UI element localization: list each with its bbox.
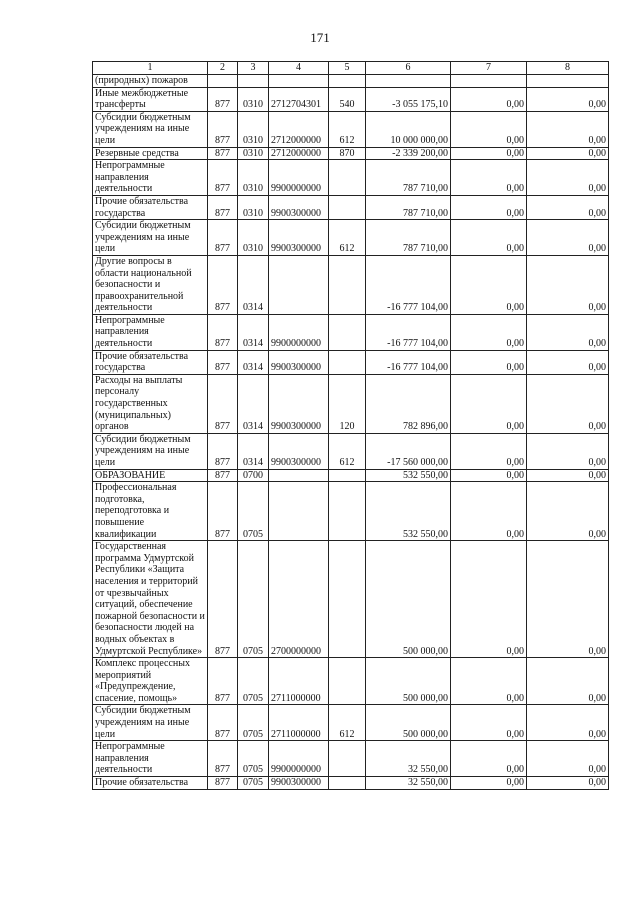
amount-2024: 500 000,00 [366, 541, 451, 658]
table-row [93, 350, 609, 374]
target-article-code [269, 255, 329, 314]
section-code: 0314 [238, 255, 269, 314]
target-article-code [269, 482, 329, 541]
admin-code: 877 [208, 658, 238, 705]
page-number: 171 [310, 30, 330, 45]
amount-2026: 0,00 [527, 147, 609, 160]
amount-2025: 0,00 [451, 87, 527, 111]
amount-2024: 32 550,00 [366, 741, 451, 777]
column-header: 1 [93, 62, 208, 75]
section-code: 0705 [238, 777, 269, 790]
target-article-code: 2712000000 [269, 111, 329, 147]
amount-2025: 0,00 [451, 195, 527, 219]
target-article-code: 9900000000 [269, 314, 329, 350]
target-article-code: 9900300000 [269, 374, 329, 433]
amount-2026: 0,00 [527, 469, 609, 482]
amount-2024: -16 777 104,00 [366, 350, 451, 374]
table-row [93, 741, 609, 777]
table-row [93, 705, 609, 741]
admin-code: 877 [208, 350, 238, 374]
amount-2025: 0,00 [451, 705, 527, 741]
row-label: Субсидии бюджетным учреждениям на иные цели [93, 433, 208, 469]
expense-type-code [329, 195, 366, 219]
row-label: Иные межбюджетные трансферты [93, 87, 208, 111]
section-code: 0705 [238, 482, 269, 541]
amount-2025: 0,00 [451, 160, 527, 196]
table-row [93, 75, 609, 88]
amount-2024: 782 896,00 [366, 374, 451, 433]
section-code: 0310 [238, 147, 269, 160]
admin-code: 877 [208, 741, 238, 777]
amount-2026: 0,00 [527, 374, 609, 433]
amount-2026: 0,00 [527, 220, 609, 256]
target-article-code: 2700000000 [269, 541, 329, 658]
expense-type-code [329, 741, 366, 777]
table-row [93, 111, 609, 147]
expense-type-code [329, 350, 366, 374]
amount-2024: -16 777 104,00 [366, 314, 451, 350]
amount-2025: 0,00 [451, 482, 527, 541]
row-label: Государственная программа Удмуртской Республики «Защита населения и территорий от чрезвычайных ситуаций, обеспечение пожарной безопасности и безопасности людей на водных объектах в Удмуртской Республике» [93, 541, 208, 658]
section-code: 0310 [238, 195, 269, 219]
amount-2025: 0,00 [451, 541, 527, 658]
amount-2024: 500 000,00 [366, 658, 451, 705]
row-label: Субсидии бюджетным учреждениям на иные цели [93, 705, 208, 741]
amount-2025: 0,00 [451, 777, 527, 790]
section-code: 0314 [238, 433, 269, 469]
amount-2024: -2 339 200,00 [366, 147, 451, 160]
section-code: 0700 [238, 469, 269, 482]
amount-2025: 0,00 [451, 741, 527, 777]
admin-code: 877 [208, 87, 238, 111]
amount-2026: 0,00 [527, 741, 609, 777]
amount-2026: 0,00 [527, 433, 609, 469]
table-row [93, 160, 609, 196]
section-code: 0314 [238, 374, 269, 433]
row-label: Прочие обязательства государства [93, 195, 208, 219]
amount-2026: 0,00 [527, 314, 609, 350]
table-row [93, 220, 609, 256]
amount-2025: 0,00 [451, 220, 527, 256]
amount-2025: 0,00 [451, 350, 527, 374]
amount-2026: 0,00 [527, 482, 609, 541]
table-row [93, 374, 609, 433]
expense-type-code [329, 160, 366, 196]
table-row [93, 314, 609, 350]
amount-2024: 787 710,00 [366, 220, 451, 256]
column-header: 8 [527, 62, 609, 75]
expense-type-code [329, 255, 366, 314]
expense-type-code: 612 [329, 111, 366, 147]
expense-type-code: 612 [329, 705, 366, 741]
amount-2024: 500 000,00 [366, 705, 451, 741]
target-article-code: 9900300000 [269, 350, 329, 374]
expense-type-code [329, 75, 366, 88]
target-article-code: 9900000000 [269, 160, 329, 196]
expense-type-code [329, 314, 366, 350]
section-code: 0314 [238, 350, 269, 374]
section-code: 0310 [238, 160, 269, 196]
section-code: 0705 [238, 658, 269, 705]
amount-2025: 0,00 [451, 255, 527, 314]
row-label: Непрограммные направления деятельности [93, 741, 208, 777]
target-article-code: 2712704301 [269, 87, 329, 111]
amount-2024: -17 560 000,00 [366, 433, 451, 469]
table-row [93, 541, 609, 658]
amount-2026: 0,00 [527, 705, 609, 741]
row-label: Субсидии бюджетным учреждениям на иные цели [93, 220, 208, 256]
amount-2025: 0,00 [451, 314, 527, 350]
target-article-code: 9900300000 [269, 195, 329, 219]
target-article-code: 2711000000 [269, 658, 329, 705]
section-code: 0314 [238, 314, 269, 350]
section-code [238, 75, 269, 88]
amount-2026: 0,00 [527, 87, 609, 111]
amount-2024 [366, 75, 451, 88]
expense-type-code: 612 [329, 433, 366, 469]
admin-code: 877 [208, 160, 238, 196]
expense-type-code [329, 777, 366, 790]
amount-2026: 0,00 [527, 777, 609, 790]
row-label: Расходы на выплаты персоналу государственных (муниципальных) органов [93, 374, 208, 433]
budget-table [92, 61, 609, 790]
amount-2026: 0,00 [527, 350, 609, 374]
target-article-code: 2711000000 [269, 705, 329, 741]
target-article-code: 9900300000 [269, 220, 329, 256]
admin-code: 877 [208, 111, 238, 147]
table-row [93, 658, 609, 705]
admin-code [208, 75, 238, 88]
amount-2024: 787 710,00 [366, 160, 451, 196]
row-label: Прочие обязательства государства [93, 350, 208, 374]
column-header: 3 [238, 62, 269, 75]
amount-2024: 787 710,00 [366, 195, 451, 219]
table-body [93, 75, 609, 790]
admin-code: 877 [208, 777, 238, 790]
target-article-code: 2712000000 [269, 147, 329, 160]
admin-code: 877 [208, 705, 238, 741]
target-article-code [269, 469, 329, 482]
table-header-row [93, 62, 609, 75]
row-label: (природных) пожаров [93, 75, 208, 88]
expense-type-code [329, 541, 366, 658]
expense-type-code: 540 [329, 87, 366, 111]
amount-2026: 0,00 [527, 111, 609, 147]
amount-2026: 0,00 [527, 255, 609, 314]
row-label: Субсидии бюджетным учреждениям на иные цели [93, 111, 208, 147]
column-header: 4 [269, 62, 329, 75]
expense-type-code: 120 [329, 374, 366, 433]
amount-2025 [451, 75, 527, 88]
amount-2026: 0,00 [527, 160, 609, 196]
amount-2025: 0,00 [451, 433, 527, 469]
amount-2024: 532 550,00 [366, 469, 451, 482]
amount-2024: -3 055 175,10 [366, 87, 451, 111]
admin-code: 877 [208, 433, 238, 469]
amount-2025: 0,00 [451, 147, 527, 160]
section-code: 0310 [238, 220, 269, 256]
amount-2026: 0,00 [527, 658, 609, 705]
row-label: Прочие обязательства [93, 777, 208, 790]
table-row [93, 482, 609, 541]
section-code: 0705 [238, 741, 269, 777]
table-row [93, 195, 609, 219]
admin-code: 877 [208, 482, 238, 541]
table-row [93, 469, 609, 482]
target-article-code [269, 75, 329, 88]
amount-2025: 0,00 [451, 374, 527, 433]
row-label: Непрограммные направления деятельности [93, 160, 208, 196]
section-code: 0310 [238, 87, 269, 111]
amount-2024: 10 000 000,00 [366, 111, 451, 147]
admin-code: 877 [208, 147, 238, 160]
amount-2025: 0,00 [451, 658, 527, 705]
amount-2024: 32 550,00 [366, 777, 451, 790]
expense-type-code [329, 469, 366, 482]
expense-type-code [329, 658, 366, 705]
row-label: Другие вопросы в области национальной безопасности и правоохранительной деятельности [93, 255, 208, 314]
amount-2025: 0,00 [451, 469, 527, 482]
column-header: 5 [329, 62, 366, 75]
target-article-code: 9900300000 [269, 433, 329, 469]
row-label: Резервные средства [93, 147, 208, 160]
admin-code: 877 [208, 255, 238, 314]
amount-2024: -16 777 104,00 [366, 255, 451, 314]
amount-2026: 0,00 [527, 195, 609, 219]
expense-type-code [329, 482, 366, 541]
table-row [93, 433, 609, 469]
row-label: Комплекс процессных мероприятий «Предупреждение, спасение, помощь» [93, 658, 208, 705]
column-header: 2 [208, 62, 238, 75]
table-row [93, 777, 609, 790]
admin-code: 877 [208, 220, 238, 256]
expense-type-code: 612 [329, 220, 366, 256]
amount-2024: 532 550,00 [366, 482, 451, 541]
section-code: 0310 [238, 111, 269, 147]
section-code: 0705 [238, 541, 269, 658]
table-row [93, 87, 609, 111]
row-label: Непрограммные направления деятельности [93, 314, 208, 350]
row-label: Профессиональная подготовка, переподготовка и повышение квалификации [93, 482, 208, 541]
column-header: 7 [451, 62, 527, 75]
amount-2025: 0,00 [451, 111, 527, 147]
amount-2026 [527, 75, 609, 88]
target-article-code: 9900300000 [269, 777, 329, 790]
column-header: 6 [366, 62, 451, 75]
admin-code: 877 [208, 314, 238, 350]
admin-code: 877 [208, 469, 238, 482]
admin-code: 877 [208, 195, 238, 219]
target-article-code: 9900000000 [269, 741, 329, 777]
amount-2026: 0,00 [527, 541, 609, 658]
expense-type-code: 870 [329, 147, 366, 160]
admin-code: 877 [208, 541, 238, 658]
table-row [93, 255, 609, 314]
table-row [93, 147, 609, 160]
admin-code: 877 [208, 374, 238, 433]
row-label: ОБРАЗОВАНИЕ [93, 469, 208, 482]
section-code: 0705 [238, 705, 269, 741]
